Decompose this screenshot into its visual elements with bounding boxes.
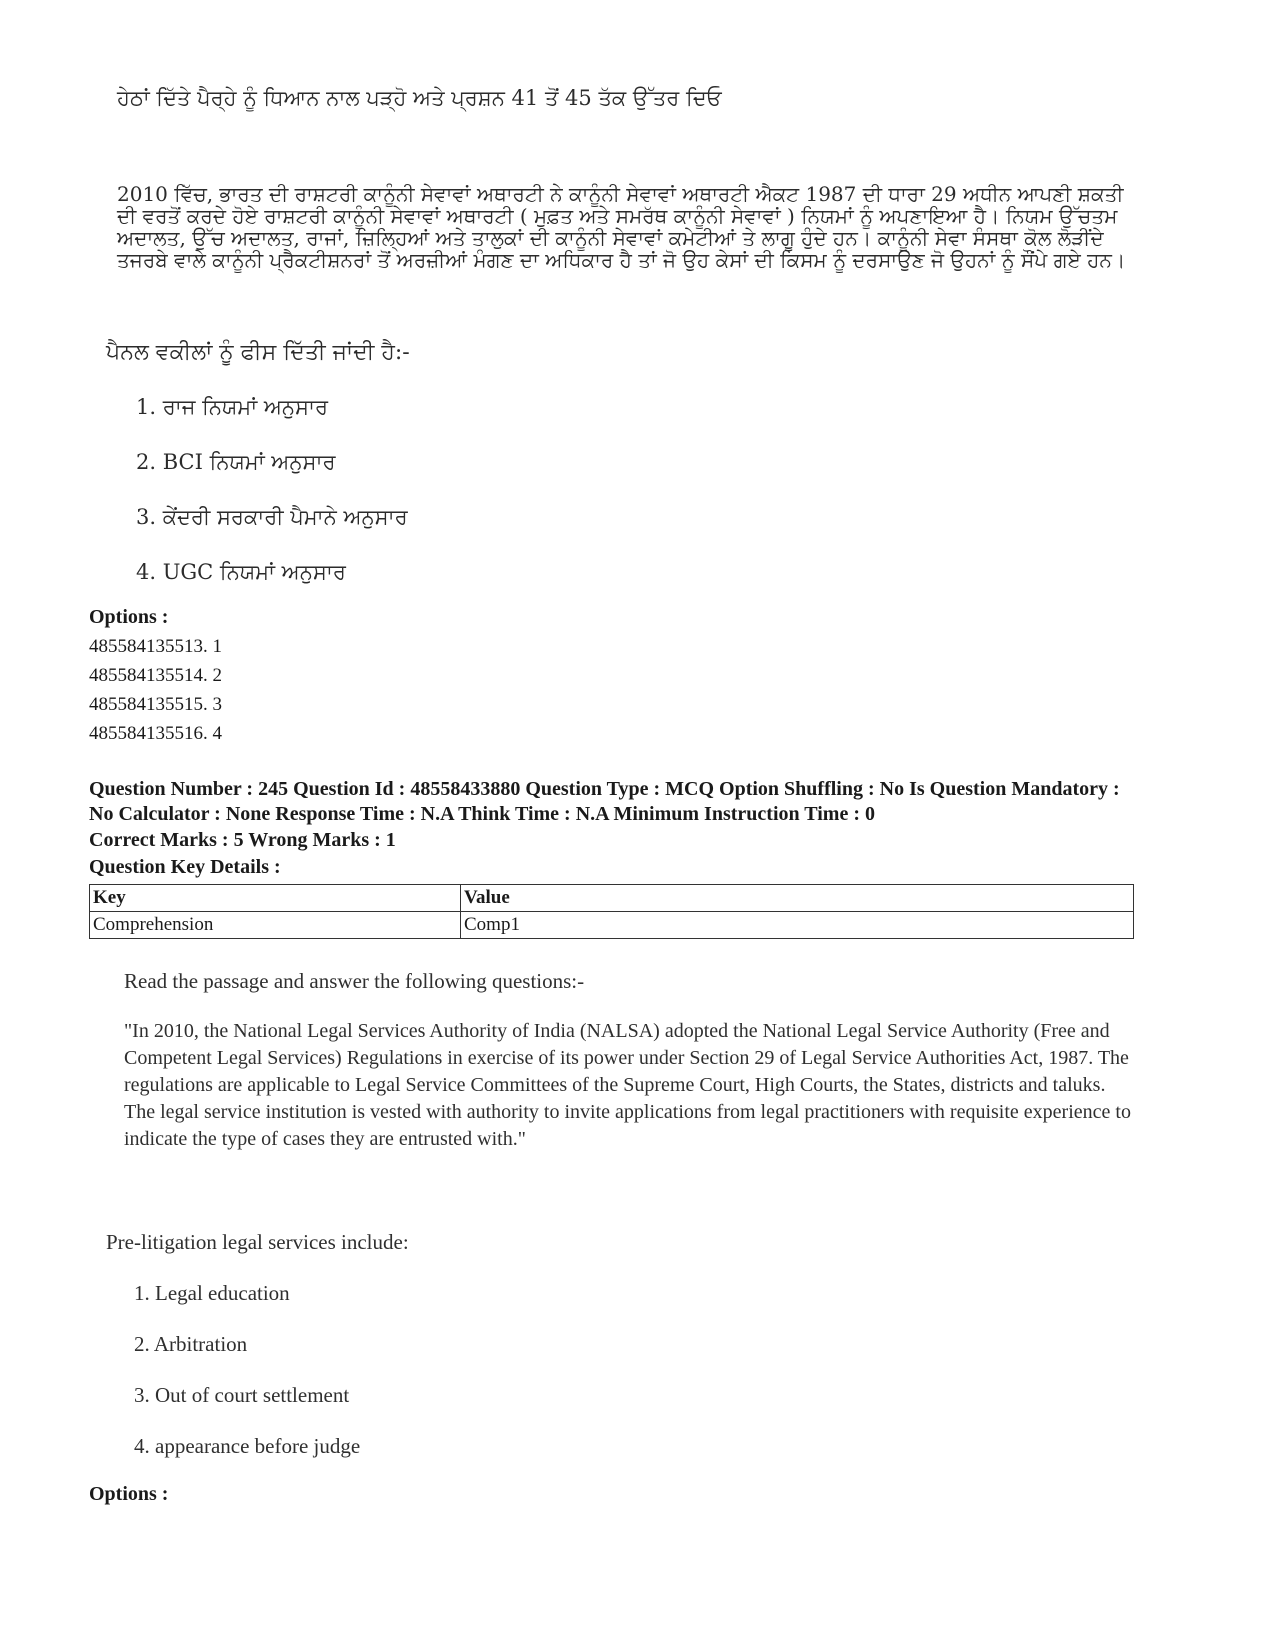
question-meta — [89, 777, 1239, 827]
key-details-table — [89, 884, 1134, 939]
english-choice-2: 2. Arbitration — [134, 1332, 248, 1356]
english-question: Pre-litigation legal services include: — [106, 1230, 409, 1254]
options-list — [89, 632, 222, 748]
question-meta-line-1: Question Number : 245 Question Id : 48558433880 Question Type : MCQ Option Shuffling : No Is Question Mandatory : — [89, 778, 1120, 800]
key-details-label: Question Key Details : — [89, 856, 281, 878]
punjabi-choice-3: 3. ਕੇਂਦਰੀ ਸਰਕਾਰੀ ਪੈਮਾਨੇ ਅਨੁਸਾਰ — [136, 505, 408, 529]
option-item: 485584135515. 3 — [89, 694, 222, 715]
english-choice-3: 3. Out of court settlement — [134, 1383, 350, 1407]
options-label: Options : — [89, 606, 169, 628]
english-instruction: Read the passage and answer the following questions:- — [124, 969, 585, 993]
english-choice-1: 1. Legal education — [134, 1281, 290, 1305]
punjabi-instruction: ਹੇਠਾਂ ਦਿੱਤੇ ਪੈਰ੍ਹੇ ਨੂੰ ਧਿਆਨ ਨਾਲ ਪੜ੍ਹੋ ਅਤੇ ਪ੍ਰਸ਼ਨ 41 ਤੋਂ 45 ਤੱਕ ਉੱਤਰ ਦਿਓ — [117, 86, 722, 110]
english-choice-4: 4. appearance before judge — [134, 1434, 361, 1458]
option-item: 485584135514. 2 — [89, 665, 222, 686]
table-header-value: Value — [461, 885, 1134, 912]
punjabi-choice-2: 2. BCI ਨਿਯਮਾਂ ਅਨੁਸਾਰ — [136, 450, 336, 474]
punjabi-question: ਪੈਨਲ ਵਕੀਲਾਂ ਨੂੰ ਫੀਸ ਦਿੱਤੀ ਜਾਂਦੀ ਹੈ:- — [106, 340, 410, 365]
table-row — [90, 912, 1134, 939]
table-cell-key: Comprehension — [90, 912, 461, 939]
table-header-key: Key — [90, 885, 461, 912]
option-item: 485584135513. 1 — [89, 636, 222, 657]
question-meta-line-2: No Calculator : None Response Time : N.A Think Time : N.A Minimum Instruction Time : 0 — [89, 803, 875, 825]
marks-line: Correct Marks : 5 Wrong Marks : 1 — [89, 829, 396, 851]
punjabi-choice-1: 1. ਰਾਜ ਨਿਯਮਾਂ ਅਨੁਸਾਰ — [136, 395, 329, 419]
english-passage: "In 2010, the National Legal Services Authority of India (NALSA) adopted the National Legal Service Authority (Free and Competent Legal Services) Regulations in exercise of its power under Section 29 of Legal Service Authorities Act, 1987. The regulations are applicable to Legal Service Committees of the Supreme Court, High Courts, the States, districts and taluks. The legal service institution is vested with authority to invite applications from legal practitioners with requisite experience to indicate the type of cases they are entrusted with." — [124, 1020, 1131, 1150]
option-item: 485584135516. 4 — [89, 723, 222, 744]
punjabi-choice-4: 4. UGC ਨਿਯਮਾਂ ਅਨੁਸਾਰ — [136, 560, 346, 584]
punjabi-passage: 2010 ਵਿੱਚ, ਭਾਰਤ ਦੀ ਰਾਸ਼ਟਰੀ ਕਾਨੂੰਨੀ ਸੇਵਾਵਾਂ ਅਥਾਰਟੀ ਨੇ ਕਾਨੂੰਨੀ ਸੇਵਾਵਾਂ ਅਥਾਰਟੀ ਐਕਟ 1987 ਦੀ ਧਾਰਾ 29 ਅਧੀਨ ਆਪਣੀ ਸ਼ਕਤੀ ਦੀ ਵਰਤੋਂ ਕਰਦੇ ਹੋਏ ਰਾਸ਼ਟਰੀ ਕਾਨੂੰਨੀ ਸੇਵਾਵਾਂ ਅਥਾਰਟੀ ( ਮੁਫ਼ਤ ਅਤੇ ਸਮਰੱਥ ਕਾਨੂੰਨੀ ਸੇਵਾਵਾਂ ) ਨਿਯਮਾਂ ਨੂੰ ਅਪਣਾਇਆ ਹੈ। ਨਿਯਮ ਉੱਚਤਮ ਅਦਾਲਤ, ਉੱਚ ਅਦਾਲਤ, ਰਾਜਾਂ, ਜ਼ਿਲ੍ਹਿਆਂ ਅਤੇ ਤਾਲੁਕਾਂ ਦੀ ਕਾਨੂੰਨੀ ਸੇਵਾਵਾਂ ਕਮੇਟੀਆਂ ਤੇ ਲਾਗੂ ਹੁੰਦੇ ਹਨ। ਕਾਨੂੰਨੀ ਸੇਵਾ ਸੰਸਥਾ ਕੋਲ ਲੋੜੀਂਦੇ ਤਜਰਬੇ ਵਾਲੇ ਕਾਨੂੰਨੀ ਪ੍ਰੈਕਟੀਸ਼ਨਰਾਂ ਤੋਂ ਅਰਜ਼ੀਆਂ ਮੰਗਣ ਦਾ ਅਧਿਕਾਰ ਹੈ ਤਾਂ ਜੋ ਉਹ ਕੇਸਾਂ ਦੀ ਕਿਸਮ ਨੂੰ ਦਰਸਾਉਣ ਜੋ ਉਹਨਾਂ ਨੂੰ ਸੌਂਪੇ ਗਏ ਹਨ। — [117, 182, 1126, 272]
table-header-row — [90, 885, 1134, 912]
table-cell-value: Comp1 — [461, 912, 1134, 939]
options-label-2: Options : — [89, 1483, 169, 1505]
